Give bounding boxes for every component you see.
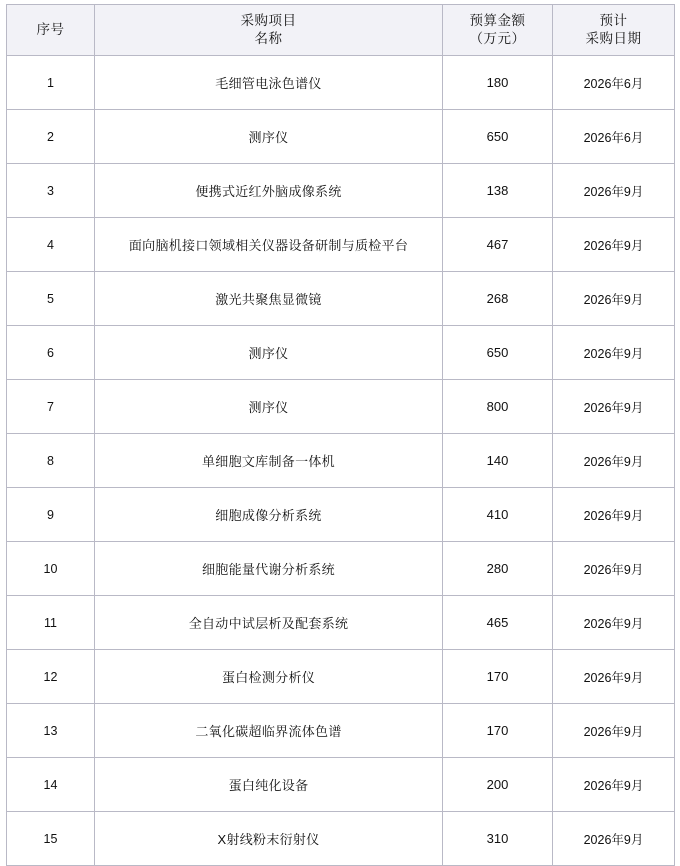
column-header-date-line2: 采购日期 [585, 31, 642, 46]
cell-budget: 310 [443, 812, 553, 866]
cell-date: 2026年9月 [553, 488, 675, 542]
column-header-budget [443, 5, 553, 56]
cell-date: 2026年9月 [553, 542, 675, 596]
table-row [7, 596, 675, 650]
table-header [7, 5, 675, 56]
cell-project-name: 测序仪 [95, 380, 443, 434]
cell-index: 13 [7, 704, 95, 758]
table-header-row [7, 5, 675, 56]
cell-budget: 650 [443, 326, 553, 380]
cell-budget: 200 [443, 758, 553, 812]
table-row [7, 380, 675, 434]
cell-budget: 140 [443, 434, 553, 488]
column-header-date-line1: 预计 [599, 12, 628, 28]
cell-project-name: 细胞能量代谢分析系统 [95, 542, 443, 596]
table-row [7, 218, 675, 272]
procurement-table [6, 4, 675, 866]
column-header-name-line1: 采购项目 [240, 12, 297, 28]
column-header-budget-line2: （万元） [469, 31, 526, 46]
cell-budget: 800 [443, 380, 553, 434]
column-header-name-line2: 名称 [254, 31, 283, 46]
cell-project-name: 全自动中试层析及配套系统 [95, 596, 443, 650]
cell-budget: 180 [443, 56, 553, 110]
column-header-index-line1: 序号 [36, 21, 65, 37]
cell-project-name: 测序仪 [95, 326, 443, 380]
table-row [7, 704, 675, 758]
cell-project-name: 毛细管电泳色谱仪 [95, 56, 443, 110]
cell-index: 6 [7, 326, 95, 380]
table-row [7, 542, 675, 596]
cell-date: 2026年9月 [553, 218, 675, 272]
column-header-date [553, 5, 675, 56]
column-header-name [95, 5, 443, 56]
cell-project-name: 蛋白纯化设备 [95, 758, 443, 812]
cell-budget: 650 [443, 110, 553, 164]
cell-date: 2026年9月 [553, 434, 675, 488]
cell-date: 2026年9月 [553, 596, 675, 650]
cell-date: 2026年9月 [553, 326, 675, 380]
table-row [7, 812, 675, 866]
cell-project-name: 单细胞文库制备一体机 [95, 434, 443, 488]
cell-index: 3 [7, 164, 95, 218]
cell-index: 9 [7, 488, 95, 542]
table-row [7, 56, 675, 110]
cell-index: 1 [7, 56, 95, 110]
cell-date: 2026年9月 [553, 272, 675, 326]
cell-project-name: 测序仪 [95, 110, 443, 164]
table-row [7, 650, 675, 704]
cell-index: 5 [7, 272, 95, 326]
cell-index: 2 [7, 110, 95, 164]
cell-index: 14 [7, 758, 95, 812]
cell-project-name: 二氧化碳超临界流体色谱 [95, 704, 443, 758]
cell-project-name: 便携式近红外脑成像系统 [95, 164, 443, 218]
cell-index: 7 [7, 380, 95, 434]
column-header-budget-line1: 预算金额 [469, 12, 526, 28]
cell-date: 2026年6月 [553, 110, 675, 164]
cell-index: 15 [7, 812, 95, 866]
table-row [7, 326, 675, 380]
cell-index: 11 [7, 596, 95, 650]
cell-project-name: 细胞成像分析系统 [95, 488, 443, 542]
cell-date: 2026年9月 [553, 812, 675, 866]
cell-budget: 138 [443, 164, 553, 218]
cell-project-name: 面向脑机接口领域相关仪器设备研制与质检平台 [95, 218, 443, 272]
cell-date: 2026年9月 [553, 758, 675, 812]
cell-date: 2026年9月 [553, 164, 675, 218]
cell-date: 2026年9月 [553, 380, 675, 434]
cell-index: 12 [7, 650, 95, 704]
cell-budget: 467 [443, 218, 553, 272]
cell-project-name: X射线粉末衍射仪 [95, 812, 443, 866]
table-row [7, 164, 675, 218]
cell-budget: 410 [443, 488, 553, 542]
cell-budget: 170 [443, 650, 553, 704]
column-header-index [7, 5, 95, 56]
table-row [7, 488, 675, 542]
table-body [7, 56, 675, 866]
cell-budget: 280 [443, 542, 553, 596]
table-row [7, 434, 675, 488]
table-row [7, 272, 675, 326]
table-row [7, 758, 675, 812]
cell-project-name: 激光共聚焦显微镜 [95, 272, 443, 326]
cell-budget: 268 [443, 272, 553, 326]
table-row [7, 110, 675, 164]
cell-budget: 170 [443, 704, 553, 758]
cell-date: 2026年9月 [553, 704, 675, 758]
cell-date: 2026年6月 [553, 56, 675, 110]
cell-project-name: 蛋白检测分析仪 [95, 650, 443, 704]
cell-index: 10 [7, 542, 95, 596]
cell-budget: 465 [443, 596, 553, 650]
cell-index: 8 [7, 434, 95, 488]
cell-index: 4 [7, 218, 95, 272]
cell-date: 2026年9月 [553, 650, 675, 704]
